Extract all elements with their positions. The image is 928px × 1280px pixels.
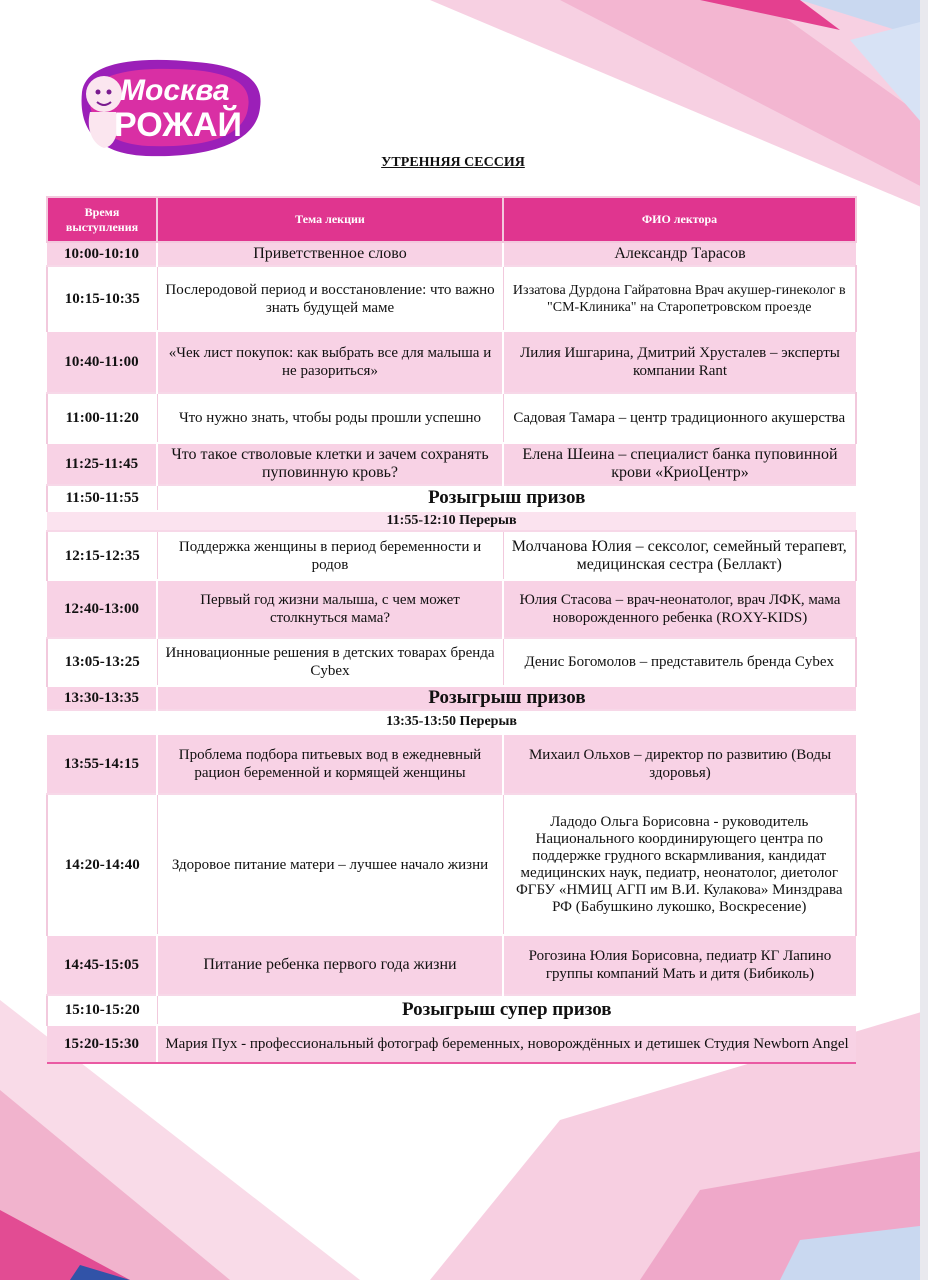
time-cell: 12:15-12:35 [47, 531, 157, 580]
merged-lecture-cell: Мария Пух - профессиональный фотограф беременных, новорождённых и детишек Студия Newborn Angel [157, 1025, 856, 1063]
topic-cell: Инновационные решения в детских товарах бренда Cybex [157, 638, 503, 686]
header-speaker: ФИО лектора [503, 197, 856, 242]
speaker-cell: Юлия Стасова – врач-неонатолог, врач ЛФК, мама новорожденного ребенка (ROXY-KIDS) [503, 580, 856, 638]
topic-cell: «Чек лист покупок: как выбрать все для малыша и не разориться» [157, 331, 503, 393]
svg-text:РОЖАЙ: РОЖАЙ [114, 106, 242, 144]
time-cell: 12:40-13:00 [47, 580, 157, 638]
time-cell: 13:05-13:25 [47, 638, 157, 686]
prize-draw-cell: Розыгрыш призов [157, 485, 856, 511]
table-row [47, 443, 856, 485]
table-row [47, 935, 856, 995]
speaker-cell: Иззатова Дурдона Гайратовна Врач акушер-гинеколог в "СМ-Клиника" на Старопетровском проезде [503, 266, 856, 331]
table-row [47, 734, 856, 794]
table-row [47, 580, 856, 638]
prize-draw-cell: Розыгрыш супер призов [157, 995, 856, 1025]
table-row [47, 638, 856, 686]
table-row [47, 794, 856, 935]
time-cell: 11:25-11:45 [47, 443, 157, 485]
session-title: УТРЕННЯЯ СЕССИЯ [381, 155, 525, 170]
time-cell: 10:15-10:35 [47, 266, 157, 331]
time-cell: 15:10-15:20 [47, 995, 157, 1025]
topic-cell: Проблема подбора питьевых вод в ежедневный рацион беременной и кормящей женщины [157, 734, 503, 794]
time-cell: 13:55-14:15 [47, 734, 157, 794]
table-row [47, 710, 856, 734]
table-row [47, 242, 856, 266]
moskva-rozhai-logo [76, 52, 266, 162]
speaker-cell: Лилия Ишгарина, Дмитрий Хрусталев – эксперты компании Rant [503, 331, 856, 393]
topic-cell: Питание ребенка первого года жизни [157, 935, 503, 995]
topic-cell: Поддержка женщины в период беременности и родов [157, 531, 503, 580]
topic-cell: Что такое стволовые клетки и зачем сохранять пуповинную кровь? [157, 443, 503, 485]
time-cell: 15:20-15:30 [47, 1025, 157, 1063]
time-cell: 14:45-15:05 [47, 935, 157, 995]
speaker-cell: Михаил Ольхов – директор по развитию (Воды здоровья) [503, 734, 856, 794]
table-row [47, 393, 856, 443]
time-cell: 10:40-11:00 [47, 331, 157, 393]
speaker-cell: Рогозина Юлия Борисовна, педиатр КГ Лапино группы компаний Мать и дитя (Бибиколь) [503, 935, 856, 995]
speaker-cell: Ладодо Ольга Борисовна - руководитель Национального координирующего центра по поддержке грудного вскармливания, кандидат медицинских наук, педиатр, неонатолог, диетолог ФГБУ «НМИЦ АГП им В.И. Кулакова» Минздрава РФ (Бабушкино лукошко, Воскресение) [503, 794, 856, 935]
time-cell: 11:00-11:20 [47, 393, 157, 443]
svg-text:Москва: Москва [120, 74, 230, 107]
table-row [47, 686, 856, 710]
table-row [47, 511, 856, 531]
speaker-cell: Денис Богомолов – представитель бренда Cybex [503, 638, 856, 686]
schedule-table [46, 196, 857, 1064]
table-row [47, 266, 856, 331]
table-row [47, 531, 856, 580]
time-cell: 13:30-13:35 [47, 686, 157, 710]
table-row [47, 1025, 856, 1063]
speaker-cell: Александр Тарасов [503, 242, 856, 266]
topic-cell: Первый год жизни малыша, с чем может столкнуться мама? [157, 580, 503, 638]
topic-cell: Послеродовой период и восстановление: что важно знать будущей маме [157, 266, 503, 331]
header-topic: Тема лекции [157, 197, 503, 242]
time-cell: 10:00-10:10 [47, 242, 157, 266]
speaker-cell: Садовая Тамара – центр традиционного акушерства [503, 393, 856, 443]
table-row [47, 331, 856, 393]
time-cell: 14:20-14:40 [47, 794, 157, 935]
break-cell: 11:55-12:10 Перерыв [47, 511, 856, 531]
prize-draw-cell: Розыгрыш призов [157, 686, 856, 710]
break-cell: 13:35-13:50 Перерыв [47, 710, 856, 734]
time-cell: 11:50-11:55 [47, 485, 157, 511]
table-row [47, 485, 856, 511]
topic-cell: Что нужно знать, чтобы роды прошли успешно [157, 393, 503, 443]
page-edge [920, 0, 928, 1280]
topic-cell: Приветственное слово [157, 242, 503, 266]
header-time: Время выступления [47, 197, 157, 242]
table-row [47, 995, 856, 1025]
speaker-cell: Елена Шеина – специалист банка пуповинной крови «КриоЦентр» [503, 443, 856, 485]
topic-cell: Здоровое питание матери – лучшее начало жизни [157, 794, 503, 935]
speaker-cell: Молчанова Юлия – сексолог, семейный терапевт, медицинская сестра (Беллакт) [503, 531, 856, 580]
